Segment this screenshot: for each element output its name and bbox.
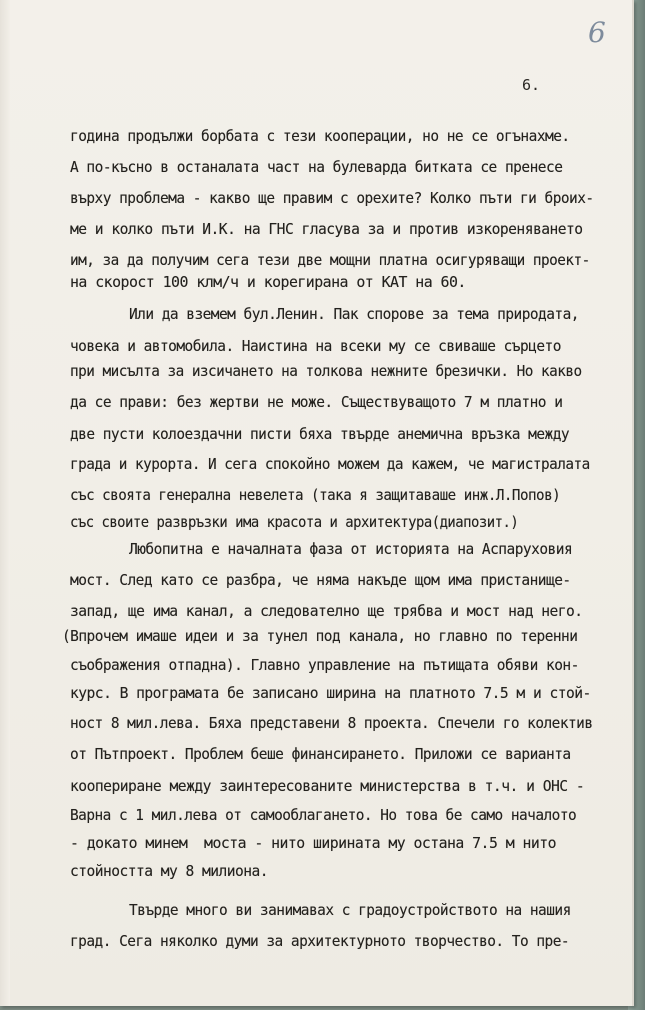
text-line: запад, ще има канал, а следователно ще трябва и мост над него.: [70, 602, 583, 620]
text-line: курс. В програмата бе записано ширина на платното 7.5 м и стой-: [70, 684, 591, 702]
text-line: със своите развръзки има красота и архитектура(диапозит.): [70, 513, 519, 531]
text-line: човека и автомобила. Наистина на всеки му се свиваше сърцето: [70, 337, 561, 355]
text-line: със своята генерална невелета (така я защитаваше инж.Л.Попов): [70, 486, 561, 504]
text-line: град. Сега няколко думи за архитектурното творчество. То пре-: [70, 932, 570, 950]
text-line: Твърде много ви занимавах с градоустройството на нашия: [129, 901, 571, 919]
text-line: върху проблема - какво ще правим с орехите? Колко пъти ги броих-: [70, 189, 594, 207]
text-line: да се прави: без жертви не може. Съществуващото 7 м платно и: [70, 393, 563, 411]
text-line: на скорост 100 клм/ч и корегирана от КАТ на 60.: [70, 273, 466, 291]
handwritten-page-number: 6: [588, 16, 606, 49]
text-line: (Впрочем имаше идеи и за тунел под канала, но главно по теренни: [62, 627, 578, 645]
text-line: Или да вземем бул.Ленин. Пак спорове за тема природата,: [129, 305, 579, 323]
text-line: Варна с 1 мил.лева от самооблагането. Но това бе само началото: [70, 806, 577, 824]
text-line: А по-късно в останалата част на булеварда битката се пренесе: [70, 158, 563, 176]
text-line: при мисълта за изсичането на толкова нежните брезички. Но какво: [70, 362, 582, 380]
text-line: града и курорта. И сега спокойно можем да кажем, че магистралата: [70, 455, 590, 473]
text-line: съображения отпадна). Главно управление на пътищата обяви кон-: [70, 656, 579, 674]
text-line: от Пътпроект. Проблем беше финансирането. Приложи се варианта: [70, 745, 571, 763]
page-edge: [0, 0, 10, 1006]
text-line: мост. След като се разбра, че няма накъде щом има пристанище-: [70, 571, 571, 589]
text-line: две пусти колоездачни писти бяха твърде анемична връзка между: [70, 425, 570, 443]
text-line: ме и колко пъти И.К. на ГНС гласува за и против изкореняването: [70, 220, 583, 238]
page-number: 6.: [522, 76, 541, 94]
text-line: - докато минем моста - нито ширината му остана 7.5 м нито: [70, 834, 556, 852]
text-line: коопериране между заинтересованите министерства в т.ч. и ОНС -: [70, 777, 585, 795]
text-line: им, за да получим сега тези две мощни платна осигуряващи проект-: [70, 251, 590, 269]
text-line: Любопитна е началната фаза от историята на Аспаруховия: [129, 540, 573, 558]
text-line: ност 8 мил.лева. Бяха представени 8 проекта. Спечели го колектив: [70, 714, 593, 732]
text-line: стойността му 8 милиона.: [70, 862, 268, 880]
text-line: година продължи борбата с тези кооперации, но не се огънахме.: [70, 127, 570, 145]
